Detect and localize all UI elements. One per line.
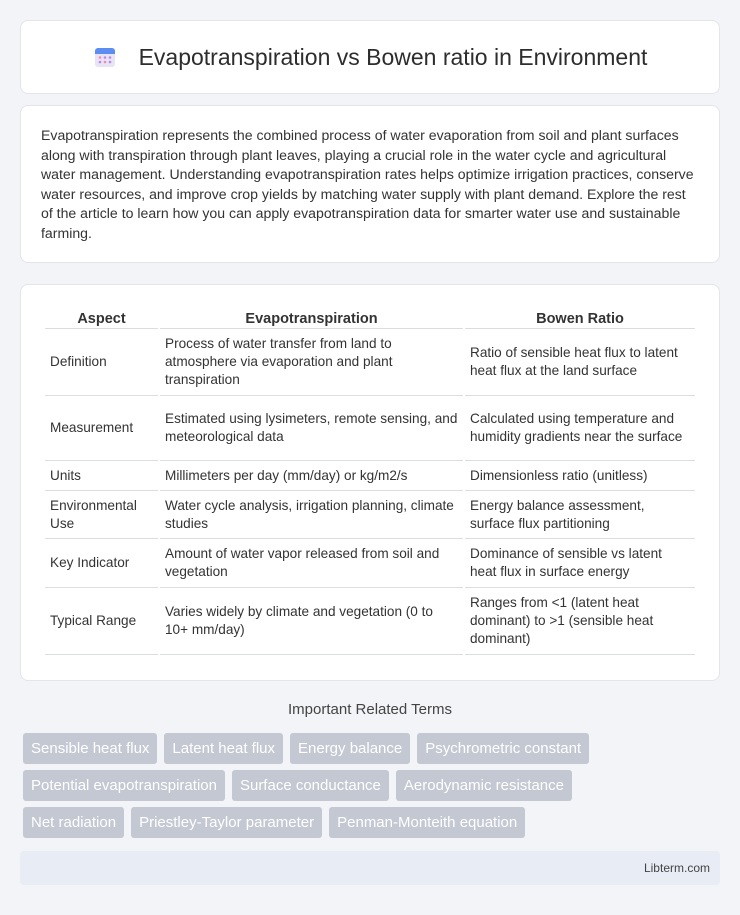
related-terms-heading: Important Related Terms [288, 701, 452, 718]
related-term-tag[interactable]: Sensible heat flux [23, 733, 157, 764]
title-card [20, 20, 720, 94]
related-term-tag[interactable]: Latent heat flux [164, 733, 283, 764]
table-cell-bowen-ratio: Ranges from <1 (latent heat dominant) to >1 (sensible heat dominant) [465, 588, 695, 655]
table-cell-bowen-ratio: Ratio of sensible heat flux to latent heat flux at the land surface [465, 329, 695, 396]
table-row [45, 539, 695, 588]
related-term-tag[interactable]: Psychrometric constant [417, 733, 589, 764]
table-cell-evapotranspiration: Varies widely by climate and vegetation (0 to 10+ mm/day) [160, 588, 463, 655]
table-row [45, 491, 695, 539]
table-cell-evapotranspiration: Estimated using lysimeters, remote sensing, and meteorological data [160, 396, 463, 461]
table-cell-aspect: Environmental Use [45, 491, 158, 539]
intro-text: Evapotranspiration represents the combined process of water evaporation from soil and plant surfaces along with transpiration through plant leaves, playing a crucial role in the water cycle and agricultural water management. Understanding evapotranspiration rates helps optimize irrigation practices, conserve water resources, and improve crop yields by matching water supply with plant demand. Explore the rest of the article to learn how you can apply evapotranspiration data for smarter water use and sustainable farming. [41, 127, 694, 241]
footer [20, 851, 720, 885]
table-cell-aspect: Definition [45, 329, 158, 396]
column-header-evapotranspiration: Evapotranspiration [160, 305, 463, 329]
column-header-aspect: Aspect [45, 305, 158, 329]
related-term-tag[interactable]: Potential evapotranspiration [23, 770, 225, 801]
table-row [45, 588, 695, 655]
comparison-table-card [20, 284, 720, 681]
column-header-bowen-ratio: Bowen Ratio [465, 305, 695, 329]
table-cell-aspect: Measurement [45, 396, 158, 461]
table-cell-bowen-ratio: Dimensionless ratio (unitless) [465, 461, 695, 491]
related-term-tag[interactable]: Priestley-Taylor parameter [131, 807, 322, 838]
tag-row [23, 770, 723, 801]
related-term-tag[interactable]: Penman-Monteith equation [329, 807, 525, 838]
footer-site-link[interactable]: Libterm.com [643, 861, 710, 875]
table-cell-aspect: Key Indicator [45, 539, 158, 588]
table-cell-aspect: Typical Range [45, 588, 158, 655]
related-term-tag[interactable]: Net radiation [23, 807, 124, 838]
comparison-table [43, 305, 697, 655]
calendar-icon [93, 45, 117, 69]
tag-row [23, 807, 723, 838]
table-cell-evapotranspiration: Water cycle analysis, irrigation planning, climate studies [160, 491, 463, 539]
table-cell-bowen-ratio: Calculated using temperature and humidity gradients near the surface [465, 396, 695, 461]
table-cell-bowen-ratio: Energy balance assessment, surface flux partitioning [465, 491, 695, 539]
intro-card [20, 105, 720, 263]
page-title: Evapotranspiration vs Bowen ratio in Environment [138, 43, 648, 70]
table-cell-bowen-ratio: Dominance of sensible vs latent heat flux in surface energy [465, 539, 695, 588]
related-term-tag[interactable]: Aerodynamic resistance [396, 770, 572, 801]
table-row [45, 329, 695, 396]
tag-row [23, 733, 723, 764]
related-terms-list [23, 733, 723, 844]
table-row [45, 461, 695, 491]
table-cell-aspect: Units [45, 461, 158, 491]
table-header-row [45, 305, 695, 329]
table-cell-evapotranspiration: Process of water transfer from land to atmosphere via evaporation and plant transpiration [160, 329, 463, 396]
related-term-tag[interactable]: Surface conductance [232, 770, 389, 801]
related-term-tag[interactable]: Energy balance [290, 733, 410, 764]
table-cell-evapotranspiration: Amount of water vapor released from soil and vegetation [160, 539, 463, 588]
table-cell-evapotranspiration: Millimeters per day (mm/day) or kg/m2/s [160, 461, 463, 491]
table-row [45, 396, 695, 461]
